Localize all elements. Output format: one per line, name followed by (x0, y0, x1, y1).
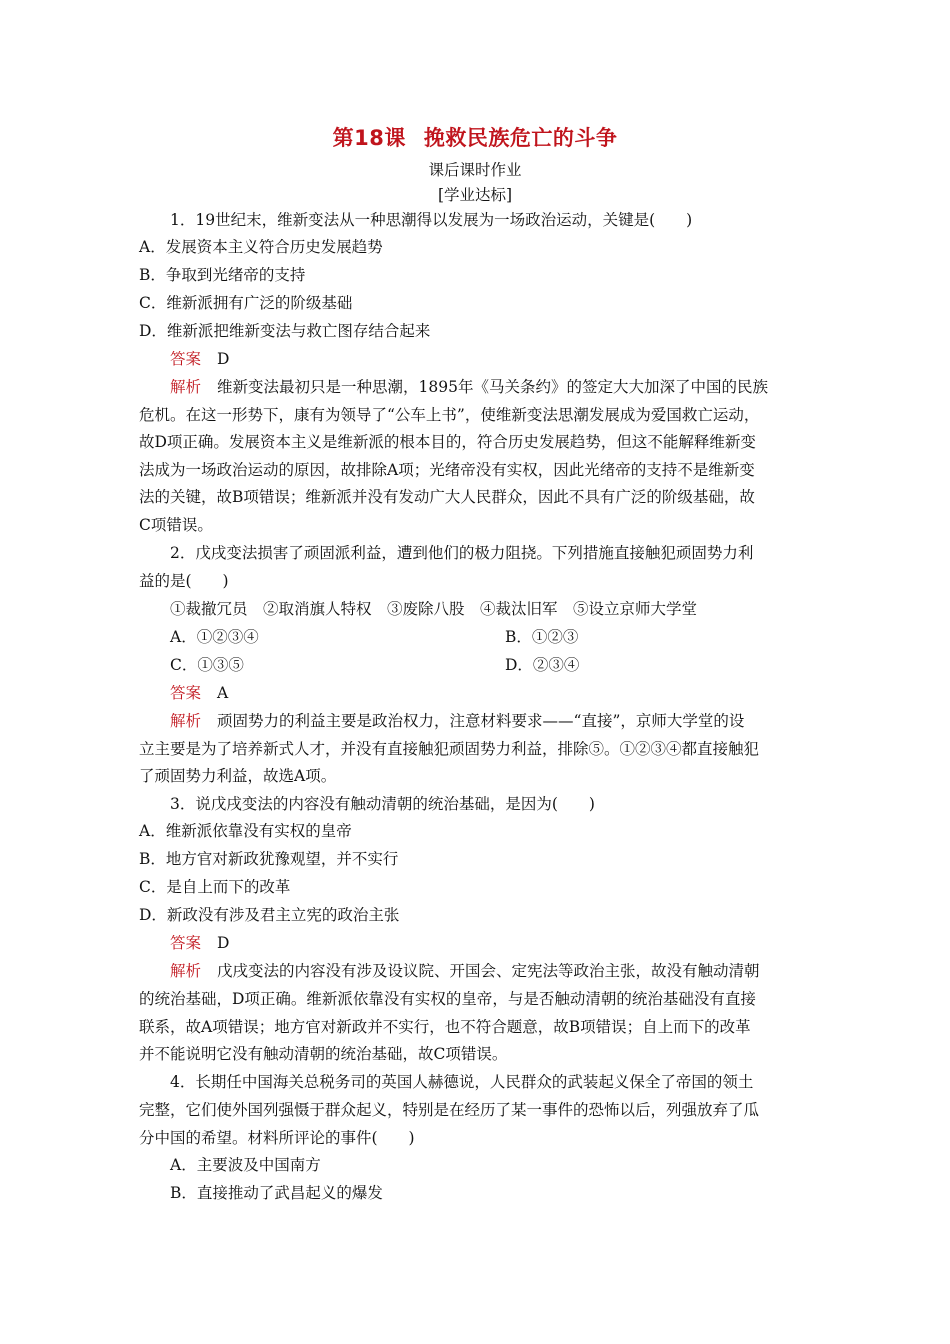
q2-stem-line: 益的是( ) (139, 572, 229, 590)
q1-option-a: A．发展资本主义符合历史发展趋势 (139, 238, 383, 256)
q1-analysis-line: 法成为一场政治运动的原因，故排除A项；光绪帝没有实权，因此光绪帝的支持不是维新变 (139, 461, 755, 479)
analysis-label: 解析 (170, 378, 202, 396)
q3-analysis-line: 并不能说明它没有触动清朝的统治基础，故C项错误。 (139, 1045, 508, 1063)
q1-analysis-line: 法的关键，故B项错误；维新派并没有发动广大人民群众，因此不具有广泛的阶级基础，故 (139, 488, 755, 506)
subtitle: 课后课时作业 (428, 161, 522, 179)
q1-answer (170, 347, 850, 369)
q3-answer (170, 931, 850, 953)
q3-option-d: D．新政没有涉及君主立宪的政治主张 (139, 906, 400, 924)
q1-analysis-line: 故D项正确。发展资本主义是维新派的根本目的，符合历史发展趋势，但这不能解释维新变 (139, 433, 756, 451)
q2-analysis-text: 顽固势力的利益主要是政治权力，注意材料要求——“直接”，京师大学堂的设 (217, 712, 745, 730)
q1-analysis-line: C项错误。 (139, 516, 213, 534)
section-heading: [学业达标] (437, 186, 513, 204)
q3-option-c: C．是自上而下的改革 (139, 878, 291, 896)
q3-analysis-text: 戊戌变法的内容没有涉及设议院、开国会、定宪法等政治主张，故没有触动清朝 (217, 962, 760, 980)
q3-answer-value: D (217, 934, 230, 952)
q4-stem-line: 4．长期任中国海关总税务司的英国人赫德说，人民群众的武装起义保全了帝国的领土 (170, 1073, 754, 1091)
q3-analysis-line (170, 959, 850, 981)
q1-analysis-line (170, 375, 850, 397)
q3-analysis-line: 的统治基础，D项正确。维新派依靠没有实权的皇帝，与是否触动清朝的统治基础没有直接 (139, 990, 756, 1008)
q3-analysis-line: 联系，故A项错误；地方官对新政并不实行，也不符合题意，故B项错误；自上而下的改革 (139, 1018, 751, 1036)
q2-option-d: D．②③④ (505, 656, 580, 674)
lesson-title (0, 122, 950, 152)
q4-option-a: A．主要波及中国南方 (170, 1156, 321, 1174)
q1-analysis-line: 危机。在这一形势下，康有为领导了“公车上书”，使维新变法思潮发展成为爱国救亡运动， (139, 406, 760, 424)
q2-option-c: C．①③⑤ (170, 656, 244, 674)
q1-option-b: B．争取到光绪帝的支持 (139, 266, 306, 284)
q2-stem-line: 2．戊戌变法损害了顽固派利益，遭到他们的极力阻挠。下列措施直接触犯顽固势力利 (170, 544, 754, 562)
q1-option-c: C．维新派拥有广泛的阶级基础 (139, 294, 353, 312)
q2-option-a: A．①②③④ (170, 628, 259, 646)
q4-option-b: B．直接推动了武昌起义的爆发 (170, 1184, 383, 1202)
q3-option-a: A．维新派依靠没有实权的皇帝 (139, 822, 352, 840)
q4-stem-line: 完整，它们使外国列强慑于群众起义，特别是在经历了某一事件的恐怖以后，列强放弃了瓜 (139, 1101, 760, 1119)
q2-answer (170, 681, 850, 703)
q2-items: ①裁撤冗员 ②取消旗人特权 ③废除八股 ④裁汰旧军 ⑤设立京师大学堂 (170, 600, 698, 618)
q2-analysis-line (170, 709, 850, 731)
q2-analysis-line: 立主要是为了培养新式人才，并没有直接触犯顽固势力利益，排除⑤。①②③④都直接触犯 (139, 740, 760, 758)
q1-answer-value: D (217, 350, 230, 368)
answer-label: 答案 (170, 684, 202, 702)
q1-stem: 1．19世纪末，维新变法从一种思潮得以发展为一场政治运动，关键是( ) (170, 211, 693, 229)
lesson-name: 挽救民族危亡的斗争 (423, 126, 618, 150)
q2-analysis-line: 了顽固势力利益，故选A项。 (139, 767, 337, 785)
lesson-number: 第18课 (332, 126, 406, 150)
q3-stem: 3．说戊戌变法的内容没有触动清朝的统治基础，是因为( ) (170, 795, 595, 813)
q2-option-b: B．①②③ (505, 628, 579, 646)
q2-answer-value: A (217, 684, 229, 702)
analysis-label: 解析 (170, 712, 202, 730)
q1-option-d: D．维新派把维新变法与救亡图存结合起来 (139, 322, 431, 340)
q3-option-b: B．地方官对新政犹豫观望，并不实行 (139, 850, 399, 868)
q1-analysis-text: 维新变法最初只是一种思潮，1895年《马关条约》的签定大大加深了中国的民族 (217, 378, 768, 396)
analysis-label: 解析 (170, 962, 202, 980)
q4-stem-line: 分中国的希望。材料所评论的事件( ) (139, 1129, 415, 1147)
answer-label: 答案 (170, 350, 202, 368)
answer-label: 答案 (170, 934, 202, 952)
